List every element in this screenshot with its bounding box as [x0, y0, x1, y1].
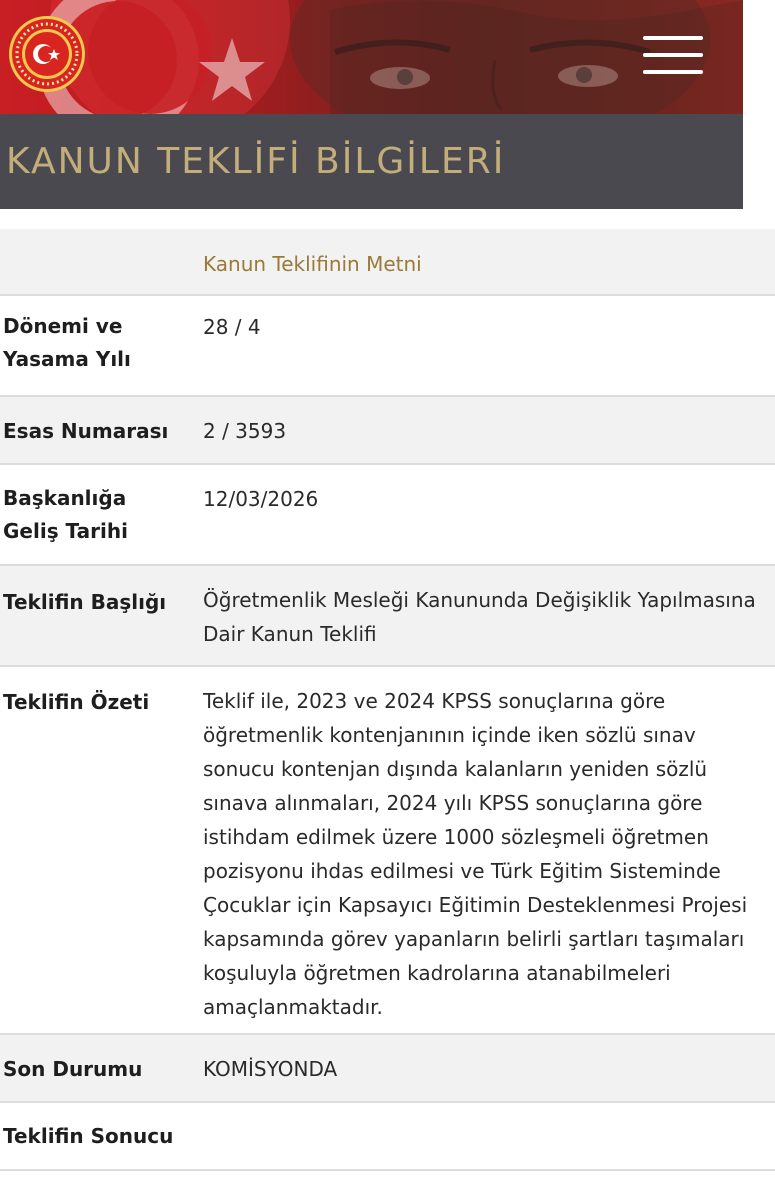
- header-banner: [0, 0, 743, 114]
- hamburger-line: [643, 53, 703, 57]
- hamburger-line: [643, 36, 703, 40]
- table-row-durum: [0, 1035, 775, 1103]
- table-row-ozet: [0, 667, 775, 1035]
- table-row-donem: [0, 296, 775, 397]
- row-value-tarih: 12/03/2026: [203, 487, 319, 511]
- row-label-esas: Esas Numarası: [3, 419, 169, 443]
- flag-portrait-background: [0, 0, 743, 114]
- title-bar: [0, 114, 743, 209]
- row-label-donem: Dönemi ve Yasama Yılı: [3, 314, 131, 371]
- table-row-esas: [0, 397, 775, 465]
- row-value-baslik: Öğretmenlik Mesleği Kanununda Değişiklik Yapılmasına Dair Kanun Teklifi: [203, 588, 756, 646]
- row-value-ozet: Teklif ile, 2023 ve 2024 KPSS sonuçlarına göre öğretmenlik kontenjanının içinde iken sözlü sınav sonucu kontenjan dışında kalanların yeniden sözlü sınava alınmaları, 2024 yılı KPSS sonuçlarına göre istihdam edilmek üzere 1000 sözleşmeli öğretmen pozisyonu ihdas edilmesi ve Türk Eğitim Sisteminde Çocuklar için Kapsayıcı Eğitimin Desteklenmesi Projesi kapsamında görev yapanların belirli şartları taşımaları koşuluyla öğretmen kadrolarına atanabilmeleri amaçlanmaktadır.: [203, 689, 748, 1019]
- table-row-tarih: [0, 465, 775, 566]
- row-label: [0, 229, 203, 294]
- row-label-sonuc: Teklifin Sonucu: [3, 1124, 174, 1148]
- tbmm-logo[interactable]: [8, 15, 86, 93]
- page-title: KANUN TEKLİFİ BİLGİLERİ: [6, 141, 506, 182]
- row-value-sonuc: [203, 1103, 775, 1169]
- bill-text-link[interactable]: Kanun Teklifinin Metni: [203, 252, 422, 276]
- row-value-esas: 2 / 3593: [203, 419, 287, 443]
- menu-button[interactable]: [641, 33, 705, 79]
- table-row-sonuc: [0, 1103, 775, 1171]
- row-label-durum: Son Durumu: [3, 1057, 143, 1081]
- row-value: [203, 229, 775, 294]
- hamburger-line: [643, 70, 703, 74]
- table-row-text-link: [0, 229, 775, 296]
- row-label-tarih: Başkanlığa Geliş Tarihi: [3, 486, 128, 543]
- row-value-durum: KOMİSYONDA: [203, 1057, 338, 1081]
- row-label-ozet: Teklifin Özeti: [3, 690, 150, 714]
- row-label-baslik: Teklifin Başlığı: [3, 590, 167, 614]
- row-value-donem: 28 / 4: [203, 315, 261, 339]
- table-row-baslik: [0, 566, 775, 667]
- bill-info-table: [0, 229, 775, 1171]
